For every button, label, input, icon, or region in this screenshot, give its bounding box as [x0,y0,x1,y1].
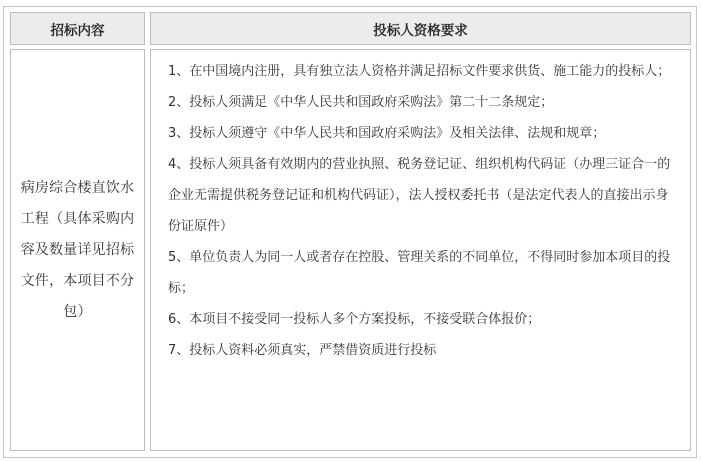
header-bid-content-label: 招标内容 [50,22,105,39]
header-bid-content [10,12,145,45]
requirement-item-1: 1、在中国境内注册，具有独立法人资格并满足招标文件要求供货、施工能力的投标人； [168,64,671,79]
requirement-item-5: 5、单位负责人为同一人或者存在控股、管理关系的不同单位，不得同时参加本项目的投标； [168,250,671,296]
requirement-item-4: 4、投标人须具备有效期内的营业执照、税务登记证、组织机构代码证（办理三证合一的企业无需提供税务登记证和机构代码证），法人授权委托书（是法定代表人的直接出示身份证原件） [168,157,671,234]
requirement-item-2: 2、投标人须满足《中华人民共和国政府采购法》第二十二条规定； [168,95,554,110]
header-bidder-qualifications-label: 投标人资格要求 [373,22,468,39]
header-bidder-qualifications [150,12,691,45]
bid-content-cell [10,49,145,451]
requirements-table [3,6,697,458]
requirement-item-7: 7、投标人资料必须真实，严禁借资质进行投标 [168,343,437,358]
bid-content-text: 病房综合楼直饮水工程（具体采购内容及数量详见招标文件，本项目不分包） [20,179,135,320]
requirement-item-3: 3、投标人须遵守《中华人民共和国政府采购法》及相关法律、法规和规章； [168,126,606,141]
requirement-item-6: 6、本项目不接受同一投标人多个方案投标，不接受联合体报价； [168,312,541,327]
qualifications-cell [150,49,691,451]
